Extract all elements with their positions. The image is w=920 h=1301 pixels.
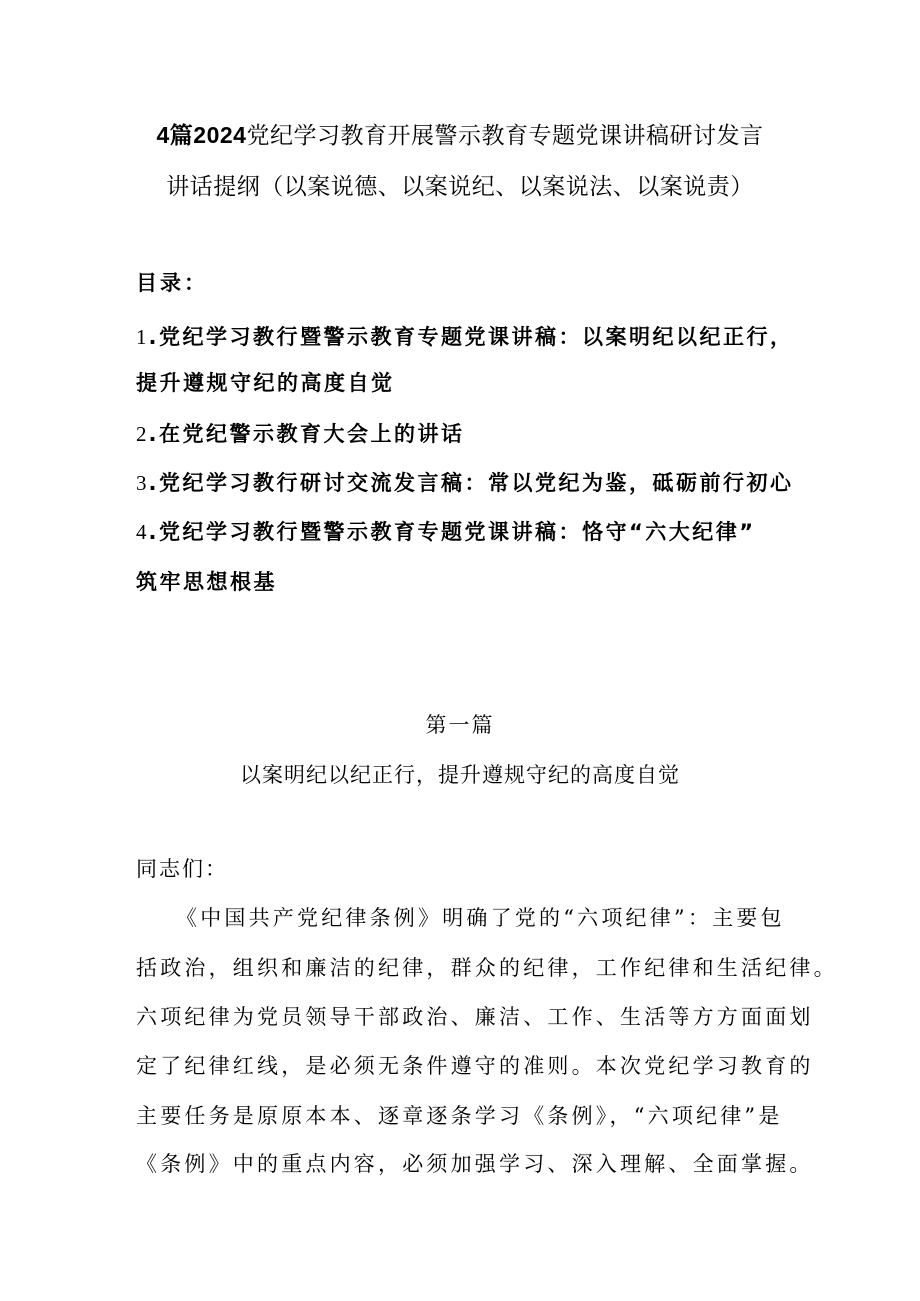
- document-title: [0, 117, 920, 150]
- toc-item-number: 2: [136, 422, 147, 446]
- toc-item-1-continued: 提升遵规守纪的高度自觉: [136, 371, 395, 395]
- document-subtitle: 讲话提纲（以案说德、以案说纪、以案说法、以案说责）: [166, 174, 754, 200]
- toc-item-3: [136, 467, 793, 497]
- toc-item-4: [136, 516, 756, 546]
- paragraph-line: 主要任务是原原本本、逐章逐条学习《条例》，“六项纪律”是: [136, 1104, 783, 1128]
- paragraph-line: 六项纪律为党员领导干部政治、廉洁、工作、生活等方方面面划: [136, 1005, 814, 1029]
- part-title: 以案明纪以纪正行，提升遵规守纪的高度自觉: [240, 763, 680, 787]
- toc-item-number: 1: [136, 325, 147, 349]
- paragraph-line: 《条例》中的重点内容，必须加强学习、深入理解、全面掌握。: [136, 1152, 814, 1176]
- title-prefix: 4篇2024: [156, 122, 247, 148]
- paragraph-line: 括政治，组织和廉洁的纪律，群众的纪律，工作纪律和生活纪律。: [136, 956, 838, 980]
- toc-item-number: 3: [136, 471, 147, 495]
- toc-item-1: [136, 321, 793, 351]
- paragraph-line: 《中国共产党纪律条例》明确了党的“六项纪律”：主要包: [176, 906, 785, 930]
- toc-item-text: .党纪学习教行暨警示教育专题党课讲稿：恪守“六大纪律”: [148, 520, 756, 544]
- part-label: 第一篇: [425, 713, 495, 737]
- toc-item-number: 4: [136, 520, 147, 544]
- toc-item-4-continued: 筑牢思想根基: [136, 570, 277, 594]
- title-text: 党纪学习教育开展警示教育专题党课讲稿研讨发言: [246, 123, 764, 149]
- toc-item-text: .在党纪警示教育大会上的讲话: [148, 422, 465, 446]
- toc-heading: 目录：: [136, 271, 208, 295]
- toc-item-text: .党纪学习教行研讨交流发言稿：常以党纪为鉴，砥砺前行初心: [148, 471, 794, 495]
- paragraph-line: 定了纪律红线，是必须无条件遵守的准则。本次党纪学习教育的: [136, 1054, 814, 1078]
- toc-item-2: [136, 418, 464, 448]
- greeting: 同志们：: [136, 857, 228, 881]
- toc-item-text: .党纪学习教行暨警示教育专题党课讲稿：以案明纪以纪正行，: [148, 325, 794, 349]
